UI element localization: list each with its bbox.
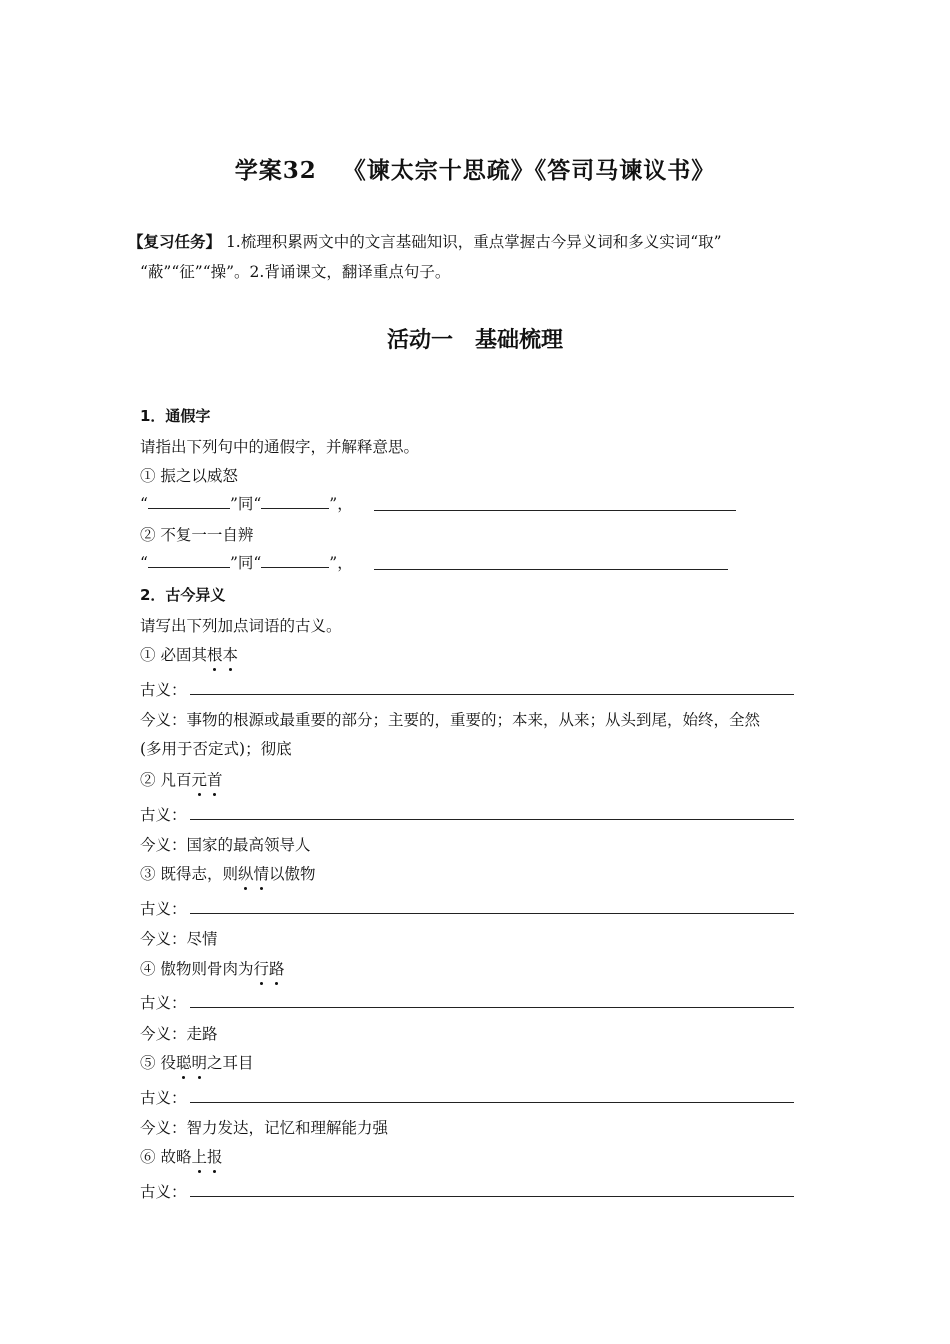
- part2-heading: 2．古今异义: [140, 586, 226, 604]
- dotted-char: 根: [207, 643, 223, 665]
- review-task-label: 【复习任务】: [128, 233, 222, 251]
- dotted-char: 首: [207, 768, 223, 790]
- review-task-line1: 1.梳理积累两文中的文言基础知识，重点掌握古今异义词和多义实词“取”: [221, 233, 722, 251]
- jin-row: 今义：尽情: [140, 930, 218, 948]
- gu-answer-line[interactable]: [190, 694, 794, 695]
- section-topic: 基础梳理: [475, 327, 564, 353]
- gu-answer-line[interactable]: [190, 819, 794, 820]
- section-heading: [0, 323, 950, 354]
- gu-label: 古义：: [140, 994, 187, 1012]
- gu-label: 古义：: [140, 806, 187, 824]
- gu-label: 古义：: [140, 681, 187, 699]
- part1-item-1: ① 振之以威怒: [140, 467, 238, 485]
- dotted-char: 本: [222, 643, 238, 665]
- dotted-char: 纵: [238, 862, 254, 884]
- gu-answer-line[interactable]: [190, 1007, 794, 1008]
- gu-answer-line[interactable]: [190, 1196, 794, 1197]
- ben-char-blank[interactable]: [261, 553, 329, 568]
- part1-heading: 1．通假字: [140, 407, 211, 425]
- part2-item-2: ② 凡百元首: [140, 768, 223, 790]
- jin-row-cont: (多用于否定式)；彻底: [140, 740, 292, 758]
- part1-answer-row-1: “ ”同“ ”，: [140, 495, 353, 513]
- part1-item-2: ② 不复一一自辨: [140, 526, 254, 544]
- tongjia-char-blank[interactable]: [148, 553, 230, 568]
- dotted-char: 上: [191, 1145, 207, 1167]
- part2-item-4: ④ 傲物则骨肉为行路: [140, 957, 285, 979]
- meaning-blank[interactable]: [374, 569, 728, 570]
- part1-instruction: 请指出下列句中的通假字，并解释意思。: [140, 438, 420, 456]
- jin-row: 今义：国家的最高领导人: [140, 836, 311, 854]
- part2-item-5: ⑤ 役聪明之耳目: [140, 1051, 254, 1073]
- jin-row: 今义：事物的根源或最重要的部分；主要的，重要的；本来，从来；从头到尾，始终，全然: [140, 711, 761, 729]
- gu-answer-line[interactable]: [190, 1102, 794, 1103]
- tongjia-char-blank[interactable]: [148, 494, 230, 509]
- meaning-blank[interactable]: [374, 510, 736, 511]
- part2-item-3: ③ 既得志，则纵情以傲物: [140, 862, 316, 884]
- page-title: [0, 152, 950, 185]
- part2-instruction: 请写出下列加点词语的古义。: [140, 617, 342, 635]
- dotted-char: 明: [191, 1051, 207, 1073]
- dotted-char: 聪: [176, 1051, 192, 1073]
- dotted-char: 元: [191, 768, 207, 790]
- review-task: [128, 227, 828, 257]
- jin-row: 今义：走路: [140, 1025, 218, 1043]
- part1-answer-row-2: “ ”同“ ”，: [140, 554, 353, 572]
- dotted-char: 路: [269, 957, 285, 979]
- dotted-char: 行: [253, 957, 269, 979]
- section-activity: 活动一: [386, 327, 453, 353]
- dotted-char: 报: [207, 1145, 223, 1167]
- title-lesson: 学案32: [234, 157, 317, 184]
- gu-label: 古义：: [140, 1183, 187, 1201]
- title-texts: 《谏太宗十思疏》《答司马谏议书》: [342, 157, 716, 184]
- review-task-line2: “蔽”“征”“操”。2.背诵课文，翻译重点句子。: [140, 263, 451, 281]
- gu-label: 古义：: [140, 900, 187, 918]
- ben-char-blank[interactable]: [261, 494, 329, 509]
- jin-row: 今义：智力发达，记忆和理解能力强: [140, 1119, 389, 1137]
- gu-label: 古义：: [140, 1089, 187, 1107]
- gu-answer-line[interactable]: [190, 913, 794, 914]
- part2-item-6: ⑥ 故略上报: [140, 1145, 223, 1167]
- part2-item-1: ① 必固其根本: [140, 643, 238, 665]
- dotted-char: 情: [253, 862, 269, 884]
